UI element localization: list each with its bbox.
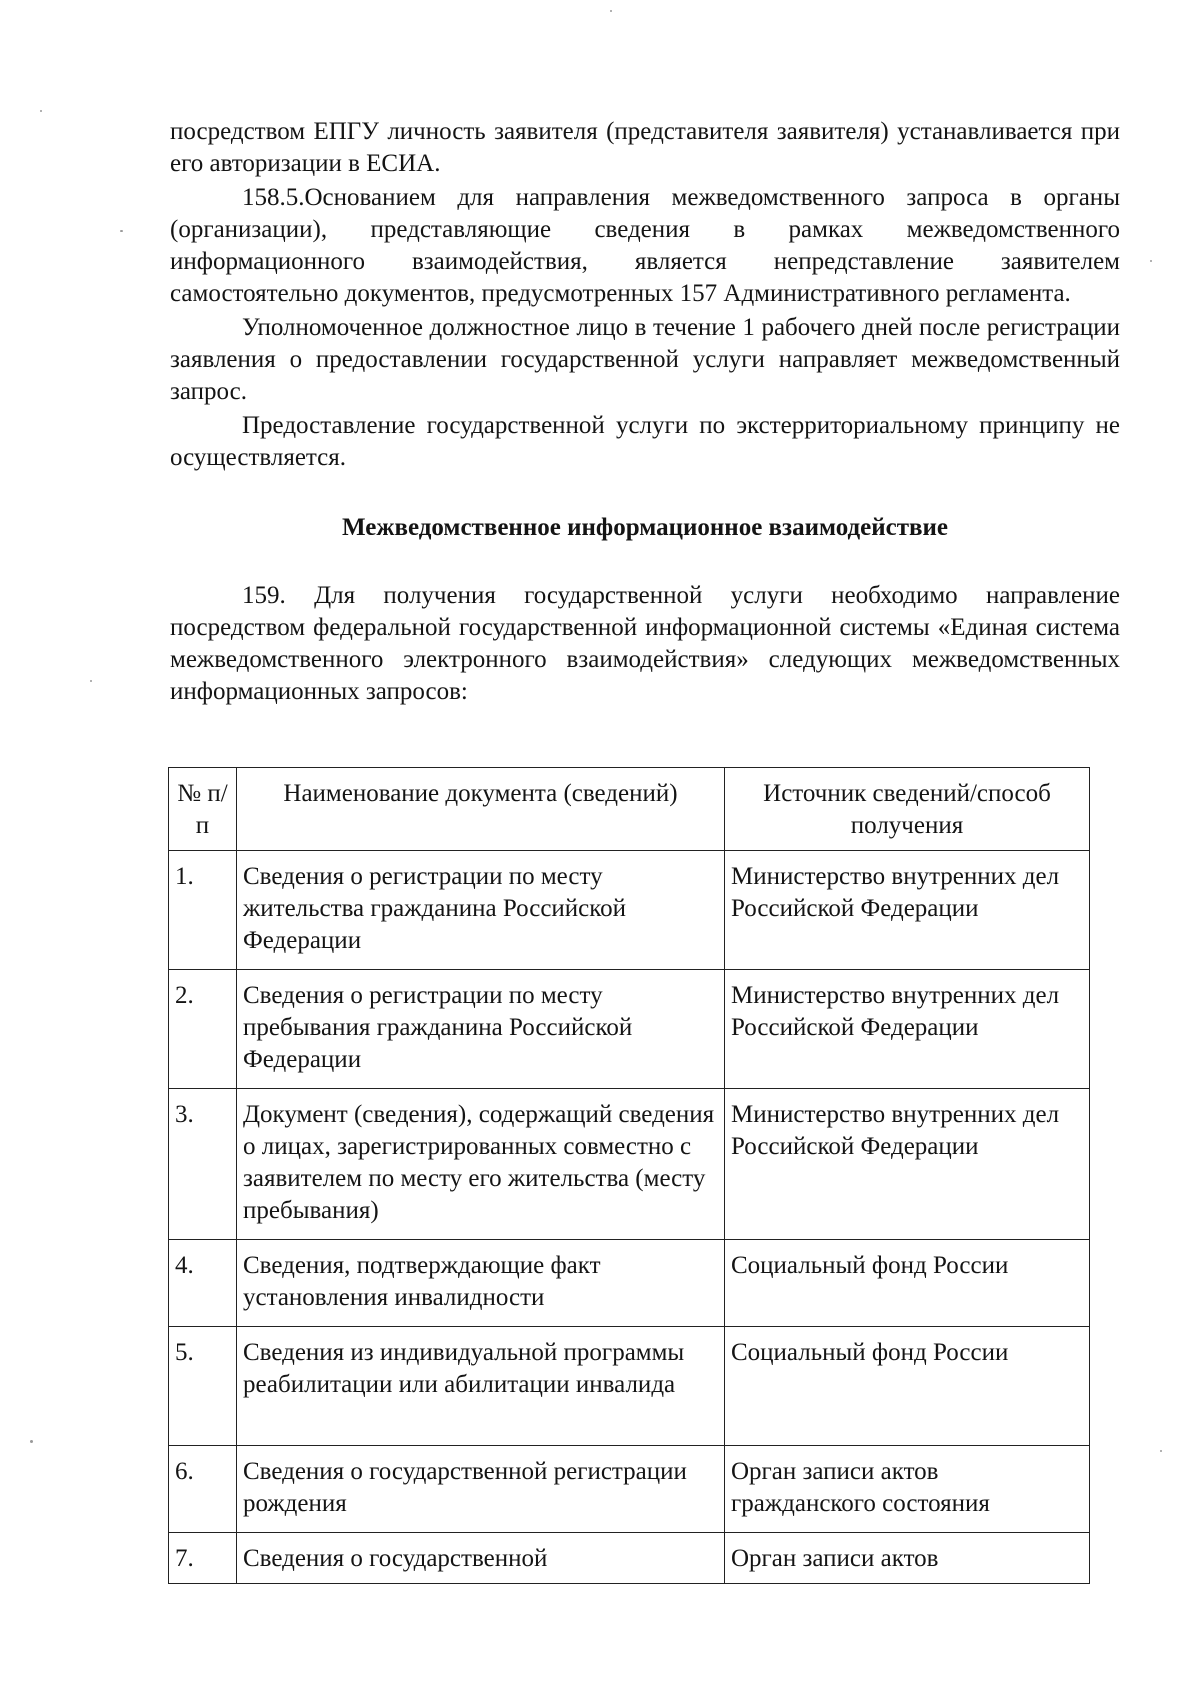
table-row [169, 1446, 1090, 1533]
scan-speck [610, 10, 612, 12]
row-source: Министерство внутренних дел Российской Федерации [725, 970, 1090, 1089]
row-number: 5. [169, 1327, 237, 1446]
header-document-name: Наименование документа (сведений) [237, 768, 725, 851]
paragraph-exterritorial: Предоставление государственной услуги по экстерриториальному принципу не осуществляется. [170, 412, 1120, 471]
paragraph-esia-auth: посредством ЕПГУ личность заявителя (представителя заявителя) устанавливается при его авторизации в ЕСИА. [170, 118, 1120, 177]
row-document-name: Сведения о государственной регистрации рождения [237, 1446, 725, 1533]
scan-speck [1150, 260, 1152, 262]
row-document-name: Сведения о государственной [237, 1533, 725, 1584]
header-source: Источник сведений/способ получения [725, 768, 1090, 851]
scan-speck [30, 1440, 33, 1443]
row-source: Министерство внутренних дел Российской Федерации [725, 1089, 1090, 1240]
row-document-name: Сведения о регистрации по месту пребывания гражданина Российской Федерации [237, 970, 725, 1089]
row-source: Орган записи актов [725, 1533, 1090, 1584]
row-document-name: Сведения из индивидуальной программы реабилитации или абилитации инвалида [237, 1327, 725, 1446]
document-body [170, 116, 1120, 710]
section-heading: Межведомственное информационное взаимодействие [342, 514, 948, 541]
row-number: 7. [169, 1533, 237, 1584]
row-source: Министерство внутренних дел Российской Федерации [725, 851, 1090, 970]
row-number: 4. [169, 1240, 237, 1327]
row-source: Орган записи актов гражданского состояния [725, 1446, 1090, 1533]
row-number: 3. [169, 1089, 237, 1240]
row-document-name: Документ (сведения), содержащий сведения о лицах, зарегистрированных совместно с заявителем по месту его жительства (месту пребывания) [237, 1089, 725, 1240]
table-row [169, 1327, 1090, 1446]
paragraph-158-5: 158.5.Основанием для направления межведомственного запроса в органы (организации), представляющие сведения в рамках межведомственного информационного взаимодействия, является непредставление заявителем самостоятельно документов, предусмотренных 157 Административного регламента. [170, 184, 1120, 307]
table-row [169, 970, 1090, 1089]
table-row [169, 1533, 1090, 1584]
interagency-requests-table [168, 767, 1090, 1584]
row-document-name: Сведения, подтверждающие факт установления инвалидности [237, 1240, 725, 1327]
paragraph-159: 159. Для получения государственной услуги необходимо направление посредством федеральной государственной информационной системы «Единая система межведомственного электронного взаимодействия» следующих межведомственных информационных запросов: [170, 582, 1120, 705]
row-number: 1. [169, 851, 237, 970]
scan-speck [1160, 1450, 1162, 1452]
table-header-row [169, 768, 1090, 851]
table-row [169, 851, 1090, 970]
table-row [169, 1240, 1090, 1327]
paragraph-authorized-official: Уполномоченное должностное лицо в течение 1 рабочего дней после регистрации заявления о предоставлении государственной услуги направляет межведомственный запрос. [170, 314, 1120, 405]
scan-speck [90, 680, 92, 682]
row-source: Социальный фонд России [725, 1327, 1090, 1446]
row-document-name: Сведения о регистрации по месту жительства гражданина Российской Федерации [237, 851, 725, 970]
scan-speck [40, 110, 42, 112]
row-number: 6. [169, 1446, 237, 1533]
scan-speck [120, 230, 123, 232]
row-number: 2. [169, 970, 237, 1089]
table-row [169, 1089, 1090, 1240]
header-num: № п/п [169, 768, 237, 851]
row-source: Социальный фонд России [725, 1240, 1090, 1327]
